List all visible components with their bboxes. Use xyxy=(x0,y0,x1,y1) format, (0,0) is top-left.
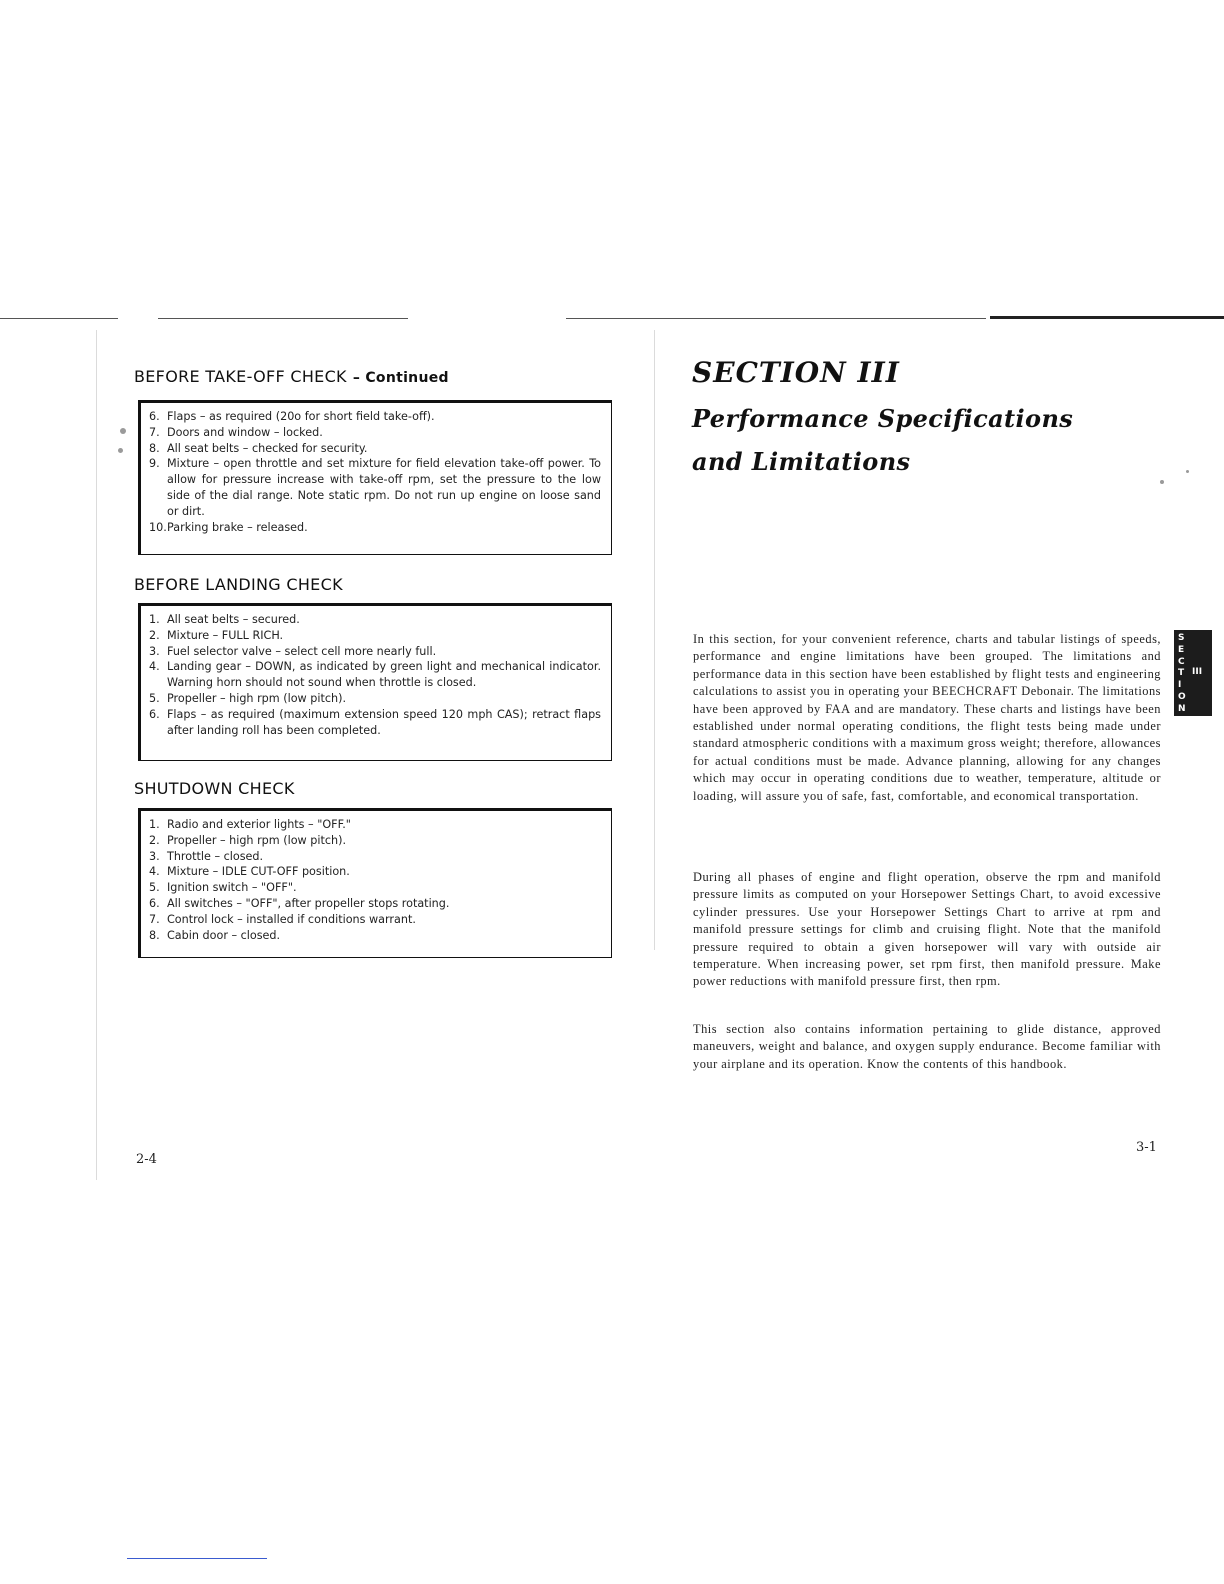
checklist-item: 3. Throttle – closed. xyxy=(149,849,264,863)
checklist-item: 6. Flaps – as required (20o for short field take-off). xyxy=(149,410,435,423)
before-takeoff-heading xyxy=(134,367,449,386)
page-number-right: 3-1 xyxy=(1136,1140,1157,1155)
section-tab-roman: III xyxy=(1192,667,1203,677)
checklist-item: 5. Ignition switch – "OFF". xyxy=(149,881,297,895)
section-subtitle-line1: Performance Specifications xyxy=(692,404,1074,433)
checklist-item: 10. Parking brake – released. xyxy=(149,520,308,534)
checklist-item: 8. All seat belts – checked for security. xyxy=(149,441,368,455)
shutdown-heading: SHUTDOWN CHECK xyxy=(134,779,295,798)
section-subtitle-line2: and Limitations xyxy=(692,447,911,476)
section-title: SECTION III xyxy=(692,356,900,389)
power-paragraph: During all phases of engine and flight operation, observe the rpm and manifold pressure limits as computed on your Horsepower Settings Chart, to avoid excessive cylinder pressures. Use your Horsepower Settings Chart to arrive at rpm and manifold pressure settings for climb and cruising flight. Note that the manifold pressure required to obtain a given horsepower will vary with outside air temperature. When increasing power, set rpm first, then manifold pressure. Make power reductions with manifold pressure first, then rpm. xyxy=(693,870,1161,989)
checklist-item: 7. Doors and window – locked. xyxy=(149,425,323,439)
section-tab-letters: S E C T I O N xyxy=(1178,633,1186,714)
checklist-item: 4. Landing gear – DOWN, as indicated by green light and mechanical indicator. Warning horn should not sound when throttle is closed. xyxy=(149,660,601,690)
scan-speck xyxy=(118,448,123,453)
checklist-item: 1. All seat belts – secured. xyxy=(149,613,300,626)
top-rule-left xyxy=(0,318,118,319)
checklist-item: 2. Mixture – FULL RICH. xyxy=(149,628,284,642)
before-landing-checklist xyxy=(138,603,612,761)
checklist-item: 7. Control lock – installed if conditions warrant. xyxy=(149,912,416,926)
scan-speck xyxy=(1160,480,1164,484)
checklist-item: 1. Radio and exterior lights – "OFF." xyxy=(149,818,351,831)
checklist-item: 9. Mixture – open throttle and set mixture for field elevation take-off power. To allow for pressure increase with take-off rpm, set the pressure to the low side of the dial range. Note static rpm. Do not run up engine on loose sand or dirt. xyxy=(149,457,601,518)
page-gutter xyxy=(654,330,655,950)
shutdown-checklist xyxy=(138,808,612,958)
checklist-item: 6. Flaps – as required (maximum extension speed 120 mph CAS); retract flaps after landing roll has been completed. xyxy=(149,707,601,737)
contents-paragraph: This section also contains information pertaining to glide distance, approved maneuvers, weight and balance, and oxygen supply endurance. Become familiar with your airplane and its operation. Know the contents of this handbook. xyxy=(693,1022,1161,1071)
checklist-item: 2. Propeller – high rpm (low pitch). xyxy=(149,833,347,847)
checklist-item: 8. Cabin door – closed. xyxy=(149,928,281,942)
before-takeoff-checklist xyxy=(138,400,612,555)
before-landing-heading: BEFORE LANDING CHECK xyxy=(134,575,343,594)
checklist-item: 4. Mixture – IDLE CUT-OFF position. xyxy=(149,865,350,879)
intro-paragraph: In this section, for your convenient reference, charts and tabular listings of speeds, performance and engine limitations have been grouped. The limitations and performance data in this section have been established by flight tests and engineering calculations to assist you in operating your BEECHCRAFT Debonair. The limitations have been approved by FAA and are mandatory. These charts and listings have been established under normal operating conditions, the flight tests being made under standard atmospheric conditions with a maximum gross weight; therefore, allowances for actual conditions must be made. Advance planning, allowing for any changes which may occur in operating conditions due to weather, temperature, altitude or loading, will assure you of safe, fast, comfortable, and economical transportation. xyxy=(693,632,1161,803)
footer-underline xyxy=(127,1558,267,1559)
top-rule-right xyxy=(990,316,1224,319)
scan-speck xyxy=(120,428,126,434)
checklist-item: 6. All switches – "OFF", after propeller stops rotating. xyxy=(149,896,450,910)
checklist-item: 5. Propeller – high rpm (low pitch). xyxy=(149,691,347,705)
continued-label: – Continued xyxy=(352,370,449,386)
scan-speck xyxy=(1186,470,1189,473)
top-rule-mid xyxy=(158,318,408,319)
checklist-item: 3. Fuel selector valve – select cell more nearly full. xyxy=(149,644,437,658)
page-number-left: 2-4 xyxy=(136,1152,157,1167)
before-takeoff-title: BEFORE TAKE-OFF CHECK xyxy=(134,367,347,386)
section-tab xyxy=(1174,630,1212,716)
top-rule-center xyxy=(566,318,986,319)
left-page-edge xyxy=(96,330,97,1180)
